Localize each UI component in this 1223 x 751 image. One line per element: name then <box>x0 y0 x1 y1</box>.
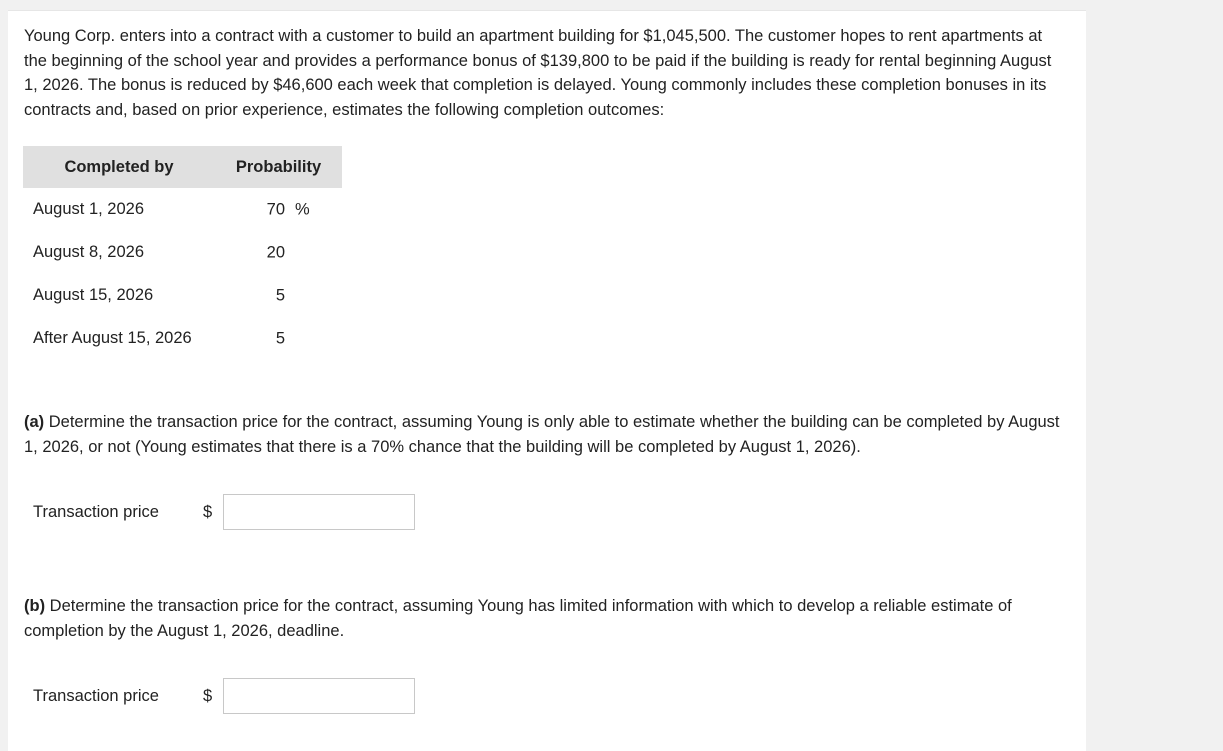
percent-unit: % <box>295 200 310 218</box>
part-a-field-label: Transaction price <box>33 503 159 521</box>
row-date: After August 15, 2026 <box>33 329 192 347</box>
row-date: August 15, 2026 <box>33 286 154 304</box>
part-a-transaction-price-input[interactable] <box>223 494 415 530</box>
dollar-sign: $ <box>203 687 213 705</box>
part-b-transaction-price-input[interactable] <box>223 678 415 714</box>
table-row <box>23 231 342 274</box>
dollar-sign: $ <box>203 503 213 521</box>
row-date: August 8, 2026 <box>33 243 145 261</box>
part-a-question <box>24 410 1074 459</box>
part-a-label: (a) <box>24 413 45 431</box>
part-b-question <box>24 594 1074 643</box>
probability-value: 20 <box>266 243 285 261</box>
question-card <box>8 10 1086 751</box>
problem-statement: Young Corp. enters into a contract with a customer to build an apartment building for $1,045,500. The customer hopes to rent apartments at the beginning of the school year and provides a performance bonus of $139,800 to be paid if the building is ready for rental beginning August 1, 2026. The bonus is reduced by $46,600 each week that completion is delayed. Young commonly includes these completion bonuses in its contracts and, based on prior experience, estimates the following completion outcomes: <box>24 27 1052 119</box>
completion-outcomes-table <box>23 146 342 360</box>
table-row <box>23 188 342 231</box>
probability-value: 70 <box>266 200 285 218</box>
row-probability <box>215 317 342 360</box>
probability-value: 5 <box>275 286 285 304</box>
row-probability <box>215 188 342 231</box>
row-probability <box>215 231 342 274</box>
part-b-field-label: Transaction price <box>33 687 159 705</box>
row-date: August 1, 2026 <box>33 200 145 218</box>
table-header-row <box>23 146 342 188</box>
part-a-text: Determine the transaction price for the contract, assuming Young is only able to estimate whether the building can be completed by August 1, 2026, or not (Young estimates that there is a 70% chance that the building will be completed by August 1, 2026). <box>24 413 1060 456</box>
table-row <box>23 317 342 360</box>
header-probability: Probability <box>215 146 342 188</box>
part-b-text: Determine the transaction price for the contract, assuming Young has limited information with which to develop a reliable estimate of completion by the August 1, 2026, deadline. <box>24 597 1012 640</box>
table-row <box>23 274 342 317</box>
probability-value: 5 <box>275 329 285 347</box>
part-b-label: (b) <box>24 597 46 615</box>
header-completed-by: Completed by <box>23 146 215 188</box>
row-probability <box>215 274 342 317</box>
